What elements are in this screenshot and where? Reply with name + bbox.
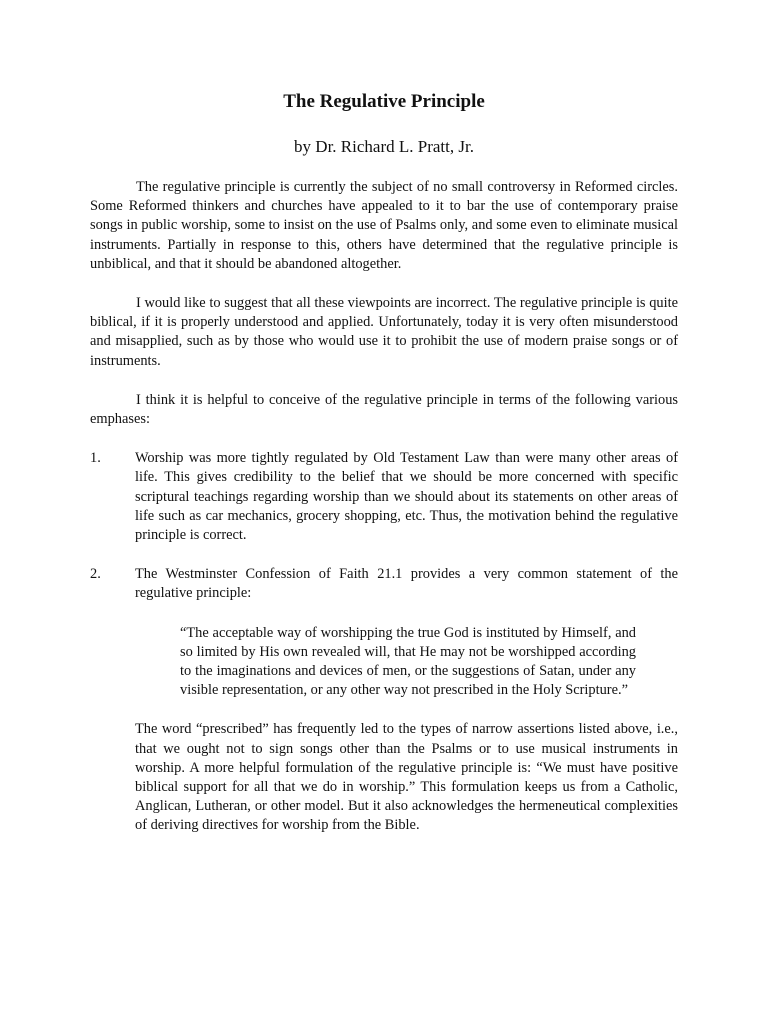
list-number: 2.: [90, 566, 101, 583]
list-item-text: Worship was more tightly regulated by Old Testament Law than were many other areas of life. This gives credibility to the belief that we should be more concerned with specific scriptural teachings regarding worship than we should about its statements on other areas of life such as car mechanics, grocery shopping, etc. Thus, the motivation behind the regulative principle is correct.: [135, 450, 678, 544]
list-item-2: [90, 565, 678, 603]
document-byline: by Dr. Richard L. Pratt, Jr.: [294, 137, 474, 156]
paragraph-2: I would like to suggest that all these viewpoints are incorrect. The regulative principle is quite biblical, if it is properly understood and applied. Unfortunately, today it is very often misunderstood and misapplied, such as by those who would use it to prohibit the use of modern praise songs or of instruments.: [90, 295, 678, 369]
list-number: 1.: [90, 450, 101, 467]
list-item-1: [90, 449, 678, 545]
confession-quote: “The acceptable way of worshipping the true God is instituted by Himself, and so limited by His own revealed will, that He may not be worshipped according to the imaginations and devices of men, or the suggestions of Satan, under any visible representation, or any other way not prescribed in the Holy Scripture.”: [180, 624, 636, 699]
document-title: The Regulative Principle: [283, 91, 485, 112]
paragraph-3: I think it is helpful to conceive of the regulative principle in terms of the following various emphases:: [90, 391, 678, 428]
paragraph-1: The regulative principle is currently the subject of no small controversy in Reformed circles. Some Reformed thinkers and churches have appealed to it to bar the use of contemporary praise songs in public worship, some to insist on the use of Psalms only, and some even to eliminate musical instruments. Partially in response to this, others have determined that the regulative principle is unbiblical, and that it should be abandoned altogether.: [90, 179, 678, 272]
list-item-text: The Westminster Confession of Faith 21.1 provides a very common statement of the regulative principle:: [135, 566, 678, 602]
continuation-paragraph: The word “prescribed” has frequently led to the types of narrow assertions listed above, i.e., that we ought not to sign songs other than the Psalms or to use musical instruments in worship. A more helpful formulation of the regulative principle is: “We must have positive biblical support for all that we do in worship.” This formulation keeps us from a Catholic, Anglican, Lutheran, or other model. But it also acknowledges the hermeneutical complexities of deriving directives for worship from the Bible.: [135, 721, 678, 834]
